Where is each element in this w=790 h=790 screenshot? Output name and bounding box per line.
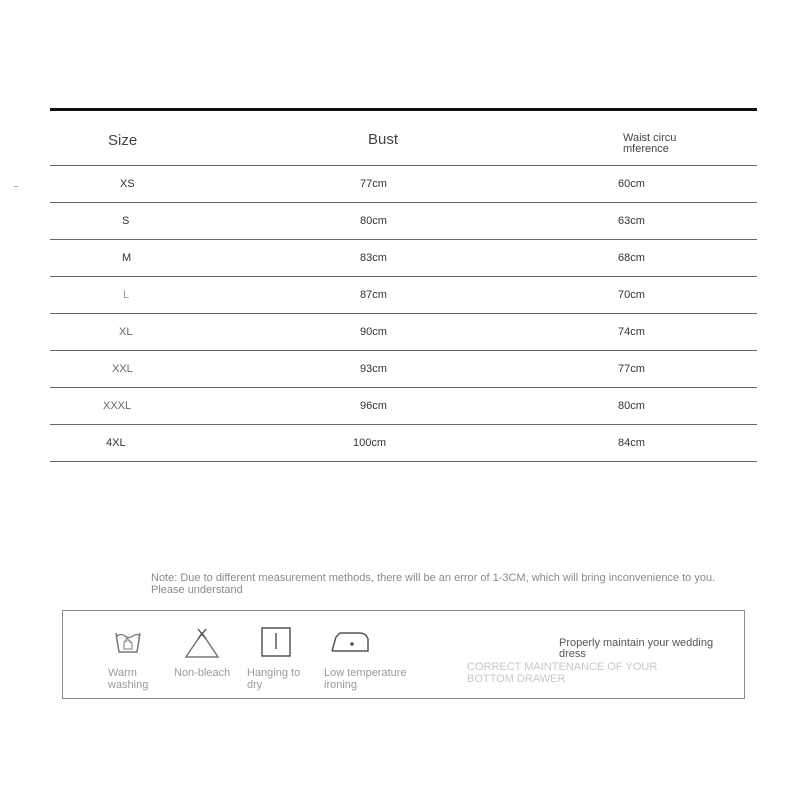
table-row: [50, 314, 757, 351]
margin-mark: [14, 186, 18, 187]
bust-cell: 96cm: [360, 400, 387, 412]
table-row: [50, 351, 757, 388]
waist-cell: 84cm: [618, 437, 645, 449]
low-temperature-ironing-icon: [330, 627, 370, 655]
size-cell: XS: [120, 178, 135, 190]
waist-cell: 77cm: [618, 363, 645, 375]
care-label: Non-bleach: [174, 667, 231, 679]
warm-washing-icon: [114, 627, 142, 655]
non-bleach-icon: [184, 627, 220, 659]
size-cell: XXL: [112, 363, 133, 375]
size-table: [50, 111, 757, 462]
size-cell: L: [123, 289, 130, 301]
bust-cell: 100cm: [353, 437, 387, 449]
care-instructions-box: [62, 610, 745, 699]
table-row: [50, 240, 757, 277]
waist-cell: 80cm: [618, 400, 645, 412]
size-cell: S: [122, 215, 130, 227]
table-header-row: [50, 111, 757, 166]
table-row: [50, 166, 757, 203]
bust-cell: 87cm: [360, 289, 387, 301]
header-bust: Bust: [368, 131, 399, 148]
header-waist: Waist circumference: [623, 132, 677, 155]
care-label: Hanging to dry: [247, 667, 301, 691]
bust-cell: 77cm: [360, 178, 387, 190]
measurement-note: [151, 572, 761, 596]
note-line-2: Please understand: [151, 584, 243, 596]
table-row: [50, 388, 757, 425]
bust-cell: 90cm: [360, 326, 387, 338]
size-cell: M: [122, 252, 132, 264]
size-cell: XL: [119, 326, 133, 338]
waist-cell: 74cm: [618, 326, 645, 338]
bust-cell: 80cm: [360, 215, 387, 227]
care-label: Warm washing: [108, 667, 149, 691]
note-line-1: Note: Due to different measurement methods, there will be an error of 1-3CM, which will bring inconvenience to you.: [151, 572, 716, 584]
size-cell: 4XL: [106, 437, 126, 449]
waist-cell: 63cm: [618, 215, 645, 227]
header-size: Size: [108, 132, 138, 149]
maintenance-subtitle: CORRECT MAINTENANCE OF YOUR BOTTOM DRAWER: [467, 661, 658, 685]
table-row: [50, 425, 757, 462]
size-cell: XXXL: [103, 400, 132, 412]
table-row: [50, 277, 757, 314]
table-row: [50, 203, 757, 240]
maintenance-slogan: Properly maintain your wedding dress: [559, 637, 714, 660]
care-label: Low temperature ironing: [324, 667, 407, 691]
waist-cell: 68cm: [618, 252, 645, 264]
bust-cell: 83cm: [360, 252, 387, 264]
waist-cell: 70cm: [618, 289, 645, 301]
waist-cell: 60cm: [618, 178, 645, 190]
bust-cell: 93cm: [360, 363, 387, 375]
hanging-to-dry-icon: [261, 627, 291, 657]
